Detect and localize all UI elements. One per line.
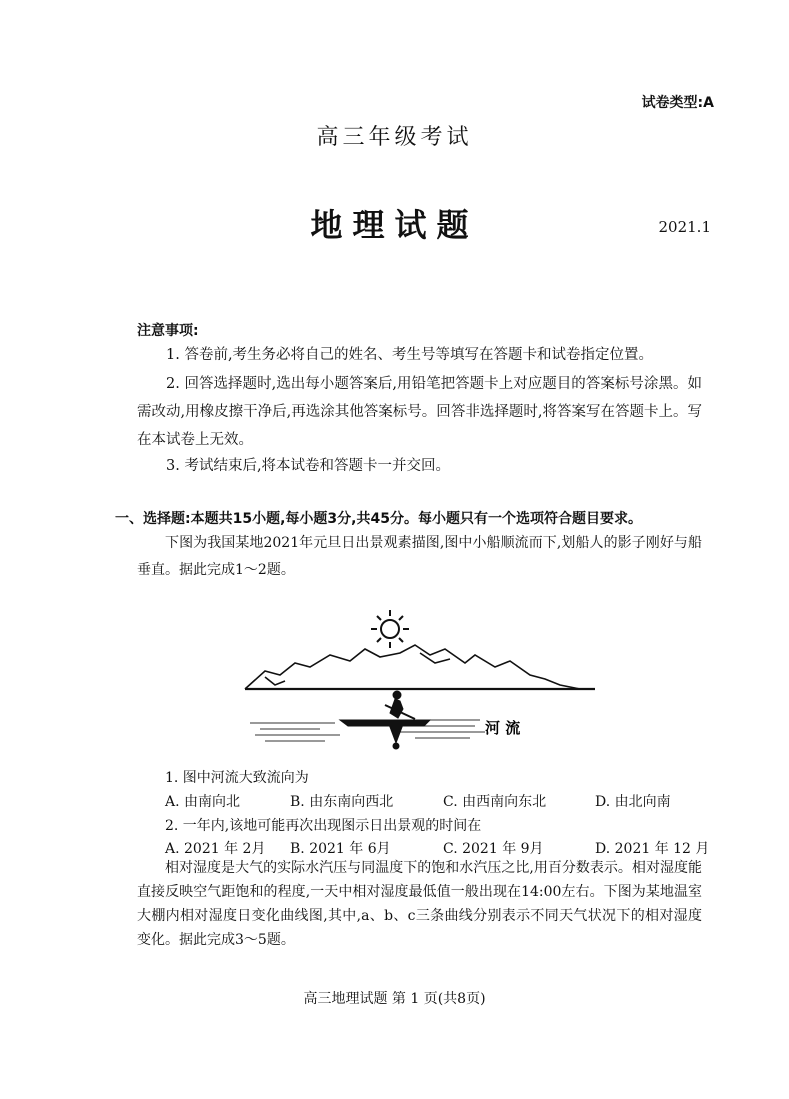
page-footer: 高三地理试题 第 1 页(共8页) [303, 991, 486, 1007]
exam-title: 高三年级考试 [316, 125, 473, 150]
sunrise-sketch-figure [240, 605, 600, 755]
question-2-option-b: B. 2021 年 6月 [290, 841, 391, 857]
notice-item-1: 1. 答卷前,考生务必将自己的姓名、考生号等填写在答题卡和试卷指定位置。 [166, 347, 654, 363]
question-2-option-d: D. 2021 年 12 月 [595, 841, 710, 857]
section-heading: 一、选择题:本题共15小题,每小题3分,共45分。每小题只有一个选项符合题目要求。 [115, 511, 642, 527]
paper-type-label: 试卷类型:A [641, 95, 714, 111]
question-2-option-a: A. 2021 年 2月 [165, 841, 266, 857]
question-2-stem: 2. 一年内,该地可能再次出现图示日出景观的时间在 [165, 818, 482, 834]
exam-date: 2021.1 [658, 218, 711, 236]
question-1-option-c: C. 由西南向东北 [443, 794, 547, 810]
subject-title: 地理试题 [310, 206, 479, 244]
passage-relative-humidity: 相对湿度是大气的实际水汽压与同温度下的饱和水汽压之比,用百分数表示。相对湿度能直接反映空气距饱和的程度,一天中相对湿度最低值一般出现在14:00左右。下图为某地温室大棚内相对湿度日变化曲线图,其中,a、b、c三条曲线分别表示不同天气状况下的相对湿度变化。据此完成3～5题。 [137, 860, 702, 948]
question-2-option-c: C. 2021 年 9月 [443, 841, 544, 857]
boat-with-rower [340, 691, 430, 749]
sun-icon [371, 610, 409, 648]
question-1-option-d: D. 由北向南 [595, 794, 671, 810]
section-intro: 下图为我国某地2021年元旦日出景观素描图,图中小船顺流而下,划船人的影子刚好与船垂直。据此完成1～2题。 [137, 535, 702, 578]
question-1-stem: 1. 图中河流大致流向为 [165, 770, 309, 786]
question-1-option-a: A. 由南向北 [165, 794, 241, 810]
notice-item-3: 3. 考试结束后,将本试卷和答题卡一并交回。 [166, 458, 451, 474]
river-label: 河 流 [485, 719, 521, 737]
notice-item-2: 2. 回答选择题时,选出每小题答案后,用铅笔把答题卡上对应题目的答案标号涂黑。如需改动,用橡皮擦干净后,再选涂其他答案标号。回答非选择题时,将答案写在答题卡上。写在本试卷上无效。 [137, 376, 702, 448]
mountain-range [245, 645, 595, 689]
question-1-option-b: B. 由东南向西北 [290, 794, 394, 810]
notice-heading: 注意事项: [137, 323, 199, 339]
